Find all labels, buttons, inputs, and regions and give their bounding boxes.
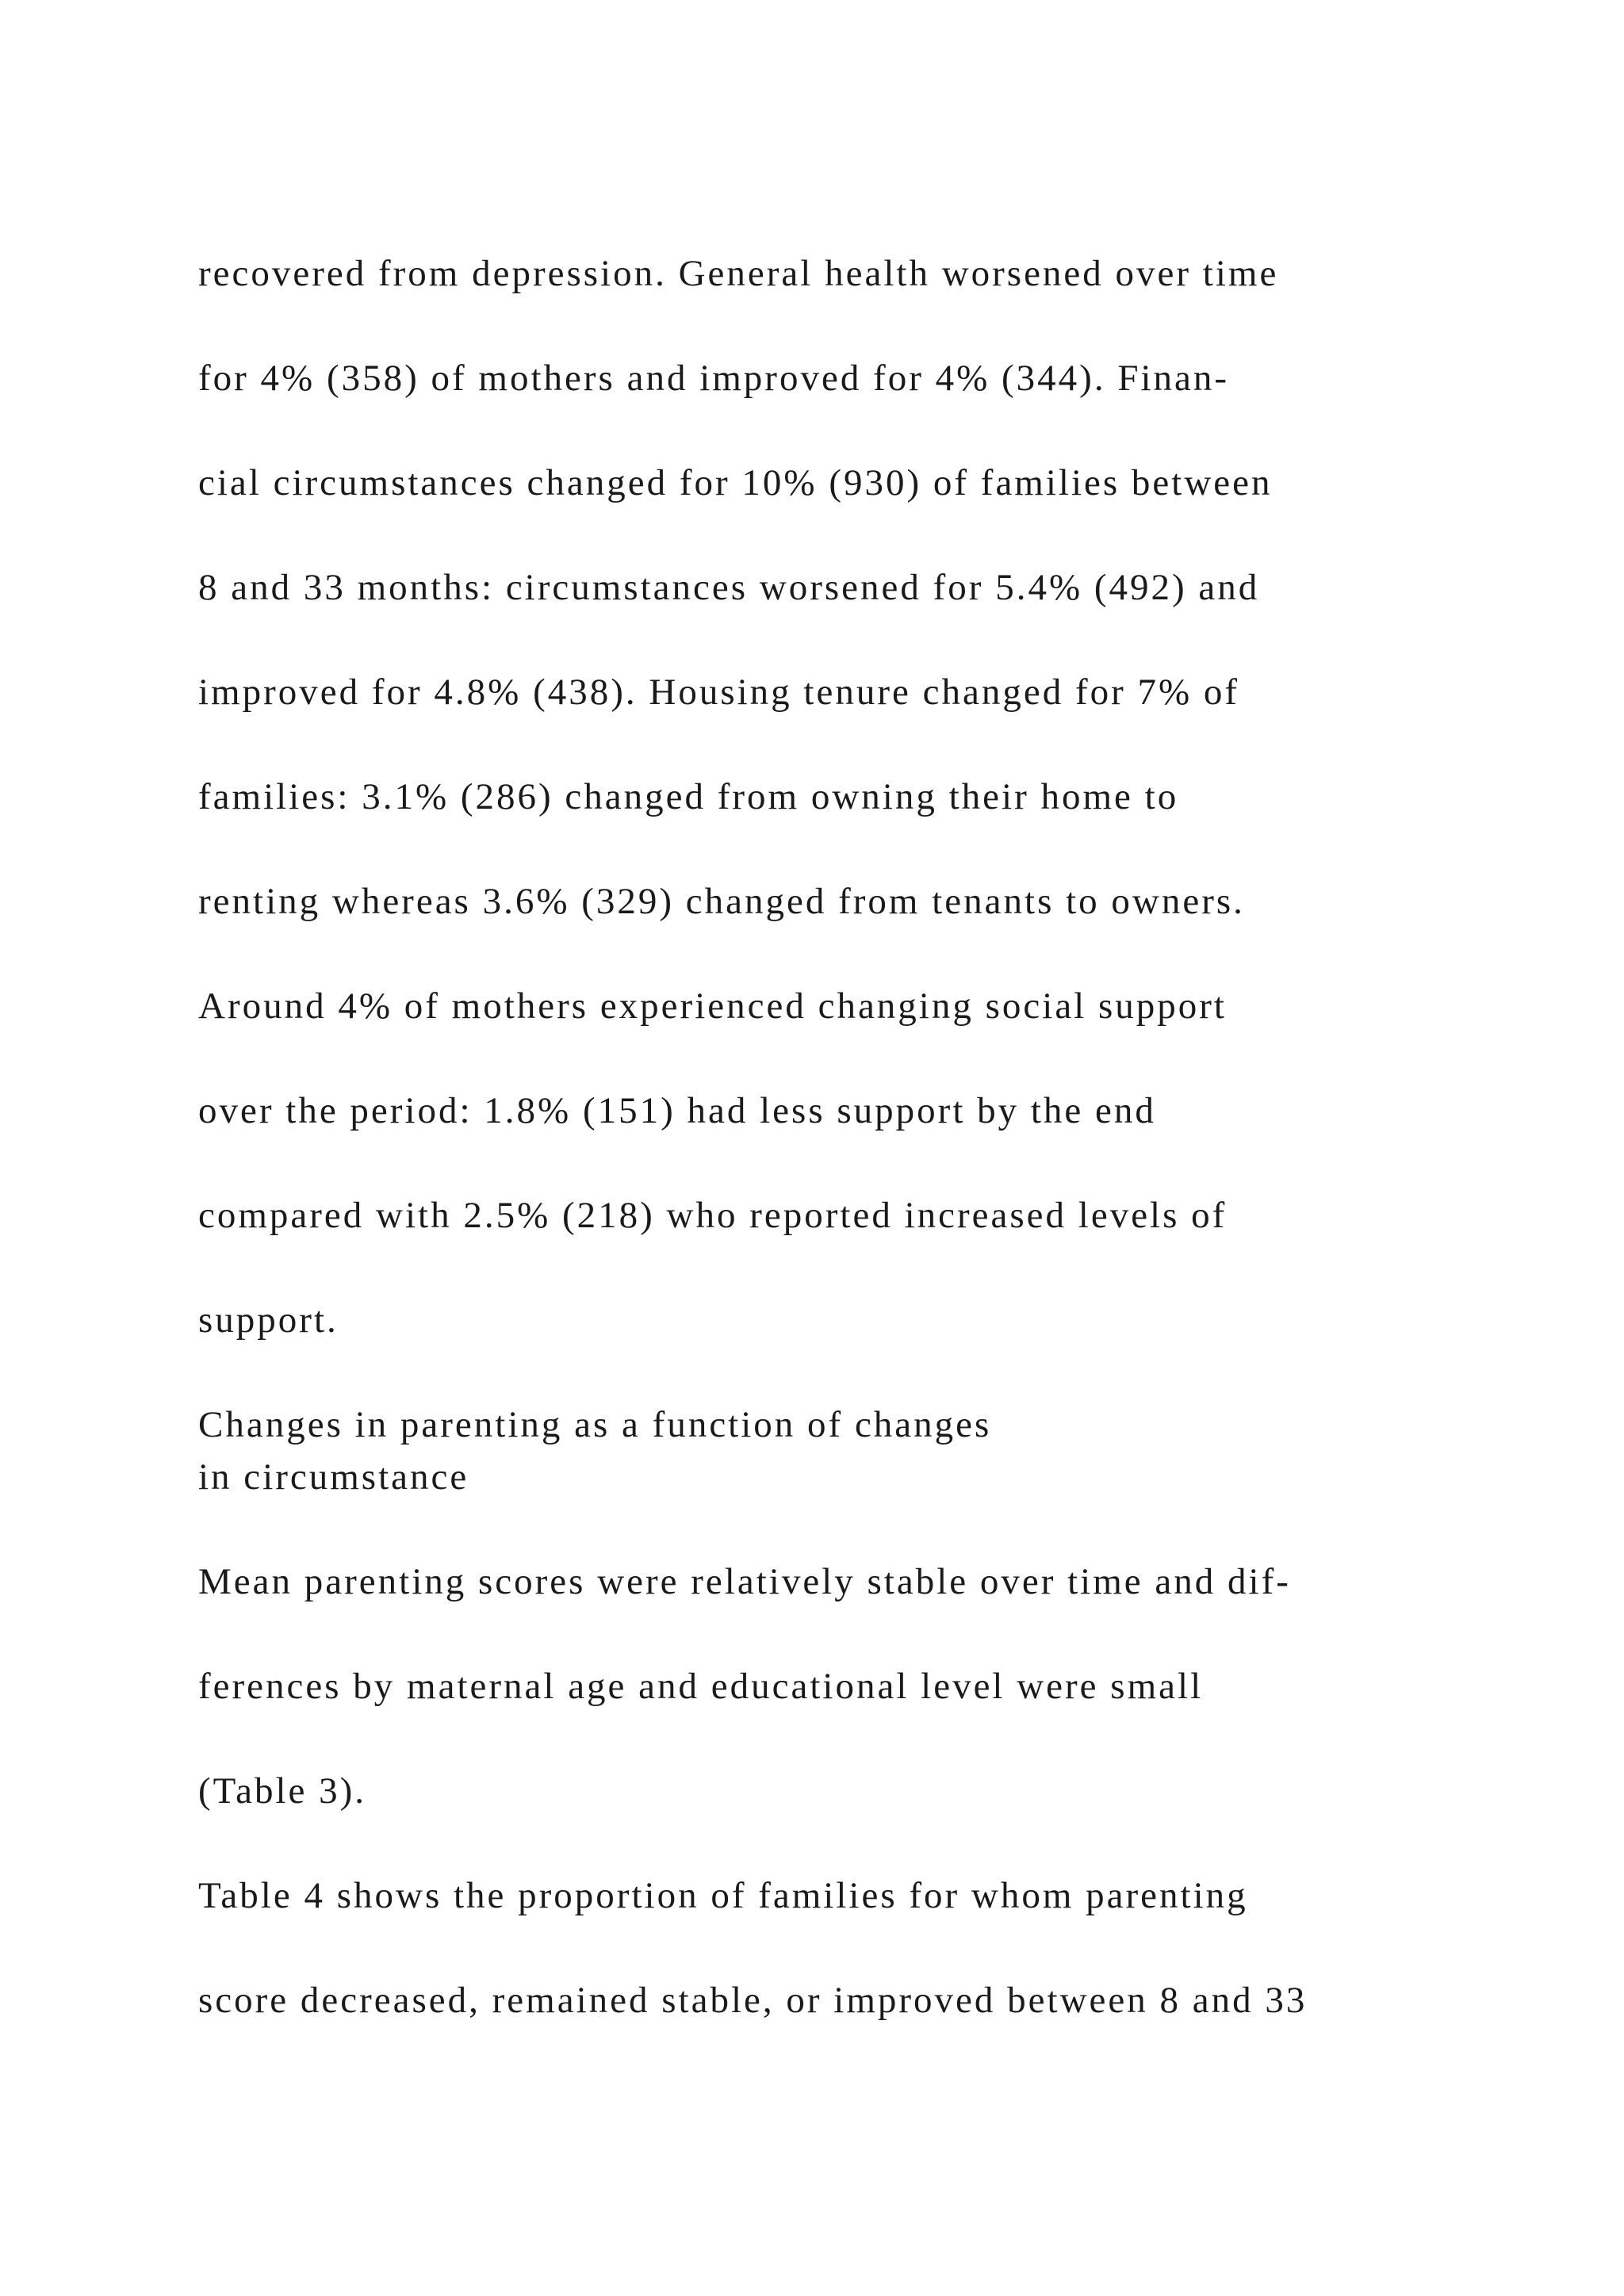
text-line: Around 4% of mothers experienced changing social support bbox=[198, 985, 1227, 1027]
text-line: ferences by maternal age and educational level were small bbox=[198, 1666, 1204, 1707]
text-line: Mean parenting scores were relatively stable over time and dif- bbox=[198, 1561, 1291, 1602]
text-line: recovered from depression. General health worsened over time bbox=[198, 253, 1279, 294]
text-line: improved for 4.8% (438). Housing tenure changed for 7% of bbox=[198, 672, 1240, 713]
text-line: 8 and 33 months: circumstances worsened for 5.4% (492) and bbox=[198, 567, 1260, 608]
text-line: families: 3.1% (286) changed from owning their home to bbox=[198, 776, 1179, 817]
text-line: cial circumstances changed for 10% (930) of families between bbox=[198, 462, 1273, 503]
text-line: compared with 2.5% (218) who reported increased levels of bbox=[198, 1195, 1228, 1236]
text-line: support. bbox=[198, 1299, 339, 1341]
text-line: (Table 3). bbox=[198, 1770, 367, 1812]
text-line: for 4% (358) of mothers and improved for 4% (344). Finan- bbox=[198, 358, 1230, 399]
text-line: renting whereas 3.6% (329) changed from tenants to owners. bbox=[198, 881, 1245, 922]
text-line: score decreased, remained stable, or improved between 8 and 33 bbox=[198, 1980, 1308, 2021]
text-line: over the period: 1.8% (151) had less support by the end bbox=[198, 1090, 1156, 1131]
heading-line: in circumstance bbox=[198, 1456, 469, 1498]
text-line: Table 4 shows the proportion of families for whom parenting bbox=[198, 1875, 1248, 1916]
heading-line: Changes in parenting as a function of changes bbox=[198, 1404, 992, 1445]
